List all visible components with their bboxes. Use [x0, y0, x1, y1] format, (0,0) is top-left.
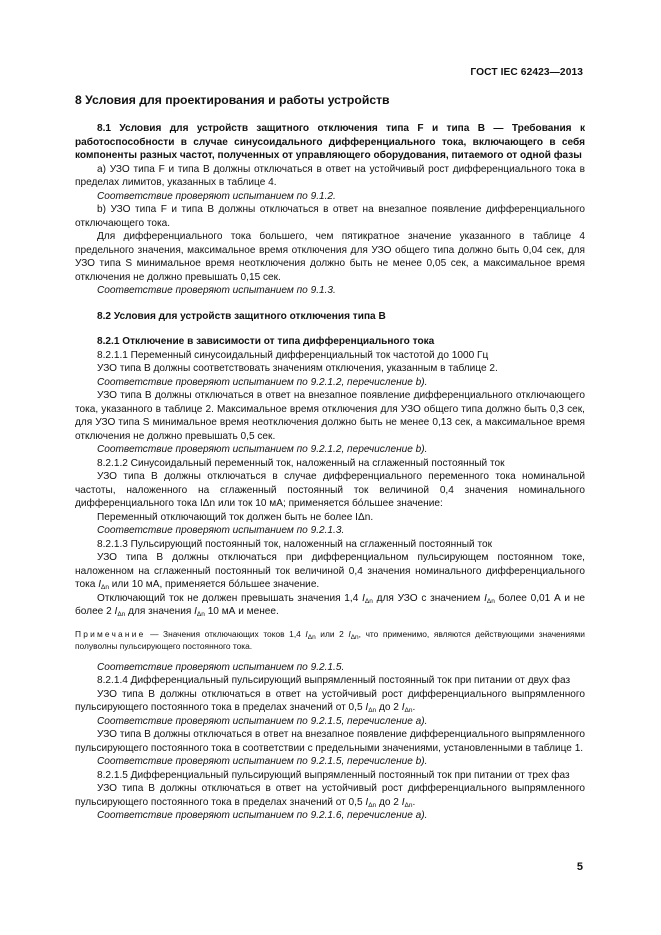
clause-heading: 8.2.1.2 Синусоидальный переменный ток, наложенный на сглаженный постоянный ток — [97, 457, 505, 469]
compliance-note: Соответствие проверяют испытанием по 9.2.1.5, перечисление a). — [97, 715, 428, 727]
compliance-note: Соответствие проверяют испытанием по 9.2.1.5, перечисление b). — [97, 756, 428, 767]
compliance-note: Соответствие проверяют испытанием по 9.1.3. — [97, 285, 336, 296]
compliance-note: Соответствие проверяют испытанием по 9.2.1.2, перечисление b). — [97, 376, 428, 388]
paragraph: УЗО типа B должны отключаться в случае дифференциального переменного тока номинальной частоты, наложенного на сглаженный постоянный ток величиной 0,4 значения номинального дифференциального тока IΔn или ток 10 мА; применяется бо́льшее значение: — [75, 471, 585, 509]
clause-heading: 8.2.1.5 Дифференциальный пульсирующий выпрямленный постоянный ток при питании от трех фаз — [97, 769, 570, 781]
clause-heading: 8.2.1.3 Пульсирующий постоянный ток, наложенный на сглаженный постоянный ток — [97, 538, 493, 550]
compliance-note: Соответствие проверяют испытанием по 9.2.1.3. — [97, 525, 345, 536]
paragraph: УЗО типа B должны отключаться в ответ на внезапное появление дифференциального отключающего тока, указанного в таблице 2. Максимальное время отключения для УЗО общего типа должно быть 0,3 сек, для УЗО типа S минимальное время неотключения должно быть не менее 0,13 сек, а максимальное время отключения не должно превышать 0,5 сек. — [75, 390, 585, 442]
paragraph: УЗО типа B должны отключаться при дифференциальном пульсирующем постоянном токе, наложенном на сглаженный постоянный ток величиной 0,4 значения номинального дифференциального тока $I_{\Delta n}$ или 10 мА, применяется бо́льшее значение. — [75, 552, 585, 591]
paragraph: Отключающий ток не должен превышать значения 1,4 $I_{\Delta n}$ для УЗО с значением $I_{\Delta n}$ более 0,01 А и не более 2 $I_{\Delta n}$ для значения $I_{\Delta n}$ 10 мА и менее. — [75, 592, 585, 618]
paragraph: Переменный отключающий ток должен быть не более IΔn. — [97, 511, 374, 523]
compliance-note: Соответствие проверяют испытанием по 9.2.1.6, перечисление a). — [97, 810, 428, 821]
section-title: 8 Условия для проектирования и работы устройств — [75, 93, 390, 107]
paragraph: УЗО типа B должны соответствовать значениям отключения, указанным в таблице 2. — [97, 363, 498, 374]
paragraph: УЗО типа B должны отключаться в ответ на устойчивый рост дифференциального выпрямленного пульсирующего постоянного тока в пределах значений от 0,5 $I_{\Delta n}$ до 2 $I_{\Delta n}$. — [75, 783, 585, 809]
paragraph: Для дифференциального тока большего, чем пятикратное значение указанного в таблице 4 предельного значения, максимальное время отключения для УЗО общего типа должно быть 0,04 сек, для УЗО типа S минимальное время неотключения должно быть не менее 0,05 сек, а максимальное время отключения не должно превышать 0,15 сек. — [75, 231, 585, 283]
page-number: 5 — [576, 861, 583, 873]
compliance-note: Соответствие проверяют испытанием по 9.1.2. — [97, 190, 336, 202]
paragraph: a) УЗО типа F и типа B должны отключаться в ответ на устойчивый рост дифференциального тока в пределах лимитов, указанных в таблице 4. — [75, 163, 585, 188]
document-code: ГОСТ IEC 62423—2013 — [470, 67, 583, 78]
paragraph: УЗО типа B должны отключаться в ответ на устойчивый рост дифференциального выпрямленного пульсирующего постоянного тока в пределах значений от 0,5 $I_{\Delta n}$ до 2 $I_{\Delta n}$. — [75, 688, 585, 714]
subsection-8-1-title: 8.1 Условия для устройств защитного отключения типа F и типа B — Требования к работоспособности в случае синусоидального дифференциального тока, включающего в себя компоненты разных частот, полученных от управляющего оборудования, питаемого от одной фазы — [75, 123, 585, 161]
paragraph: УЗО типа B должны отключаться в ответ на внезапное появление дифференциального выпрямленного пульсирующего постоянного тока в соответствии с предельными значениями, установленными в таблице 1. — [75, 729, 585, 754]
paragraph: b) УЗО типа F и типа B должны отключаться в ответ на внезапное появление дифференциального отключающего тока. — [75, 204, 585, 229]
subsection-8-2-title: 8.2 Условия для устройств защитного отключения типа B — [97, 310, 386, 322]
note-label: Примечание — [75, 628, 146, 639]
compliance-note: Соответствие проверяют испытанием по 9.2.1.2, перечисление b). — [97, 444, 428, 455]
compliance-note: Соответствие проверяют испытанием по 9.2.1.5. — [97, 661, 345, 673]
document-body — [75, 93, 585, 823]
clause-heading: 8.2.1.4 Дифференциальный пульсирующий выпрямленный постоянный ток при питании от двух фаз — [97, 675, 571, 686]
subsection-8-2-1-title: 8.2.1 Отключение в зависимости от типа дифференциального тока — [97, 336, 435, 347]
note: Примечание — Значения отключающих токов 1,4 $I_{\Delta n}$ или 2 $I_{\Delta n}$, что применимо, являются действующими значениями полуволны пульсирующего постоянного тока. — [75, 628, 585, 651]
clause-heading: 8.2.1.1 Переменный синусоидальный дифференциальный ток частотой до 1000 Гц — [97, 349, 489, 361]
